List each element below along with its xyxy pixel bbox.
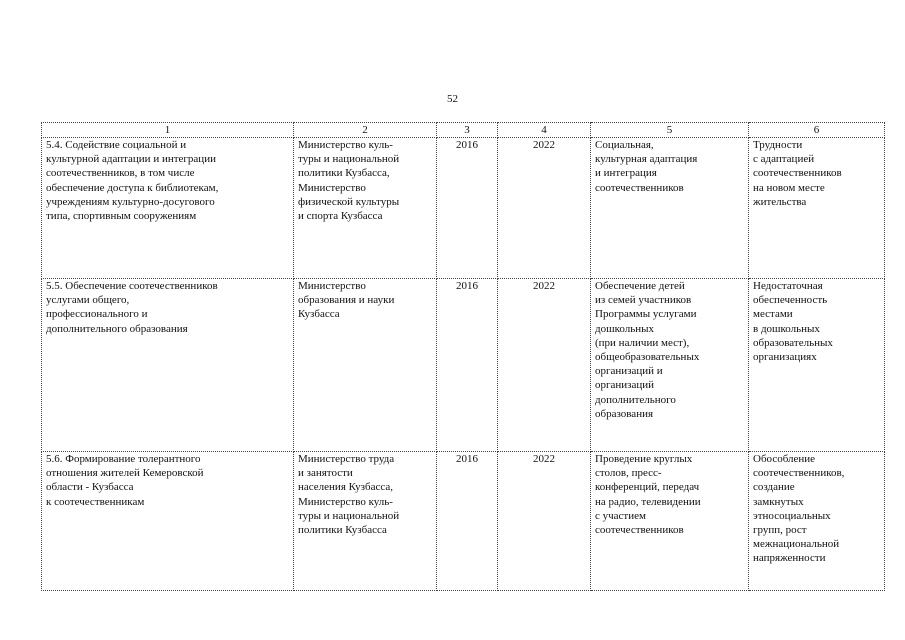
column-header: 6	[749, 123, 885, 138]
result-cell: Социальная, культурная адаптация и интеграция соотечественников	[591, 138, 749, 279]
measure-cell: 5.4. Содействие социальной и культурной адаптации и интеграции соотечественников, в том числе обеспечение доступа к библиотекам, учреждениям культурно-досугового типа, спортивным сооружениям	[42, 138, 294, 279]
executor-cell: Министерство труда и занятости населения Кузбасса, Министерство куль- туры и национальной политики Кузбасса	[294, 452, 437, 591]
table-row	[42, 452, 885, 591]
risks-cell: Обособление соотечественников, создание замкнутых этносоциальных групп, рост межнациональной напряженности	[749, 452, 885, 591]
table-row	[42, 138, 885, 279]
column-header: 1	[42, 123, 294, 138]
end-year-cell: 2022	[498, 452, 591, 591]
measure-cell: 5.6. Формирование толерантного отношения жителей Кемеровской области - Кузбасса к соотечественникам	[42, 452, 294, 591]
result-cell: Обеспечение детей из семей участников Программы услугами дошкольных (при наличии мест), общеобразовательных организаций и организаций дополнительного образования	[591, 279, 749, 452]
executor-cell: Министерство куль- туры и национальной политики Кузбасса, Министерство физической культуры и спорта Кузбасса	[294, 138, 437, 279]
result-cell: Проведение круглых столов, пресс- конференций, передач на радио, телевидении с участием соотечественников	[591, 452, 749, 591]
column-header: 2	[294, 123, 437, 138]
start-year-cell: 2016	[437, 138, 498, 279]
end-year-cell: 2022	[498, 138, 591, 279]
risks-cell: Недостаточная обеспеченность местами в дошкольных образовательных организациях	[749, 279, 885, 452]
executor-cell: Министерство образования и науки Кузбасса	[294, 279, 437, 452]
start-year-cell: 2016	[437, 452, 498, 591]
end-year-cell: 2022	[498, 279, 591, 452]
column-header: 3	[437, 123, 498, 138]
column-header: 4	[498, 123, 591, 138]
table-row	[42, 279, 885, 452]
program-measures-table	[41, 122, 885, 591]
risks-cell: Трудности с адаптацией соотечественников на новом месте жительства	[749, 138, 885, 279]
column-header: 5	[591, 123, 749, 138]
measure-cell: 5.5. Обеспечение соотечественников услугами общего, профессионального и дополнительного образования	[42, 279, 294, 452]
page-number: 52	[447, 93, 458, 105]
header-row	[42, 123, 885, 138]
start-year-cell: 2016	[437, 279, 498, 452]
